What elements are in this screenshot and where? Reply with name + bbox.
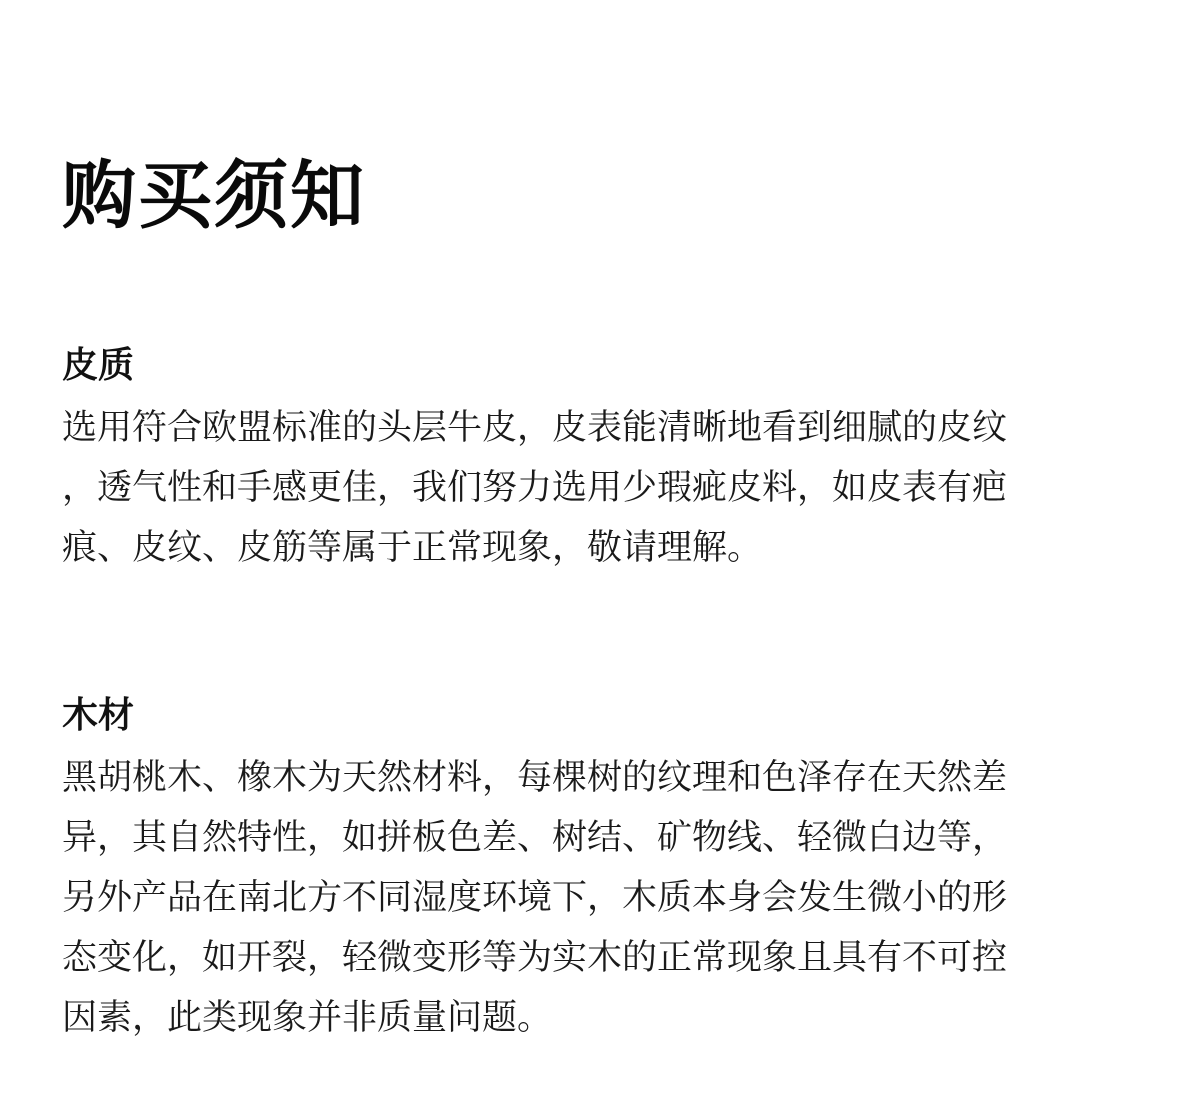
wood-heading: 木材 (62, 695, 135, 736)
leather-description (62, 398, 1132, 578)
wood-line-2: 异，其自然特性，如拼板色差、树结、矿物线、轻微白边等， (62, 818, 1008, 858)
wood-line-4: 态变化，如开裂，轻微变形等为实木的正常现象且具有不可控 (62, 938, 1008, 978)
leather-line-3: 痕、皮纹、皮筋等属于正常现象，敬请理解。 (62, 528, 763, 568)
wood-description (62, 748, 1132, 1048)
leather-section (62, 340, 1132, 578)
page-title: 购买须知 (62, 153, 366, 239)
leather-heading: 皮质 (62, 345, 135, 386)
wood-line-3: 另外产品在南北方不同湿度环境下，木质本身会发生微小的形 (62, 878, 1008, 918)
leather-line-2: ，透气性和手感更佳，我们努力选用少瑕疵皮料，如皮表有疤 (62, 468, 1008, 508)
leather-line-1: 选用符合欧盟标准的头层牛皮，皮表能清晰地看到细腻的皮纹 (62, 408, 1008, 448)
wood-line-1: 黑胡桃木、橡木为天然材料，每棵树的纹理和色泽存在天然差 (62, 758, 1008, 798)
wood-section (62, 690, 1132, 1048)
wood-line-5: 因素，此类现象并非质量问题。 (62, 998, 553, 1038)
